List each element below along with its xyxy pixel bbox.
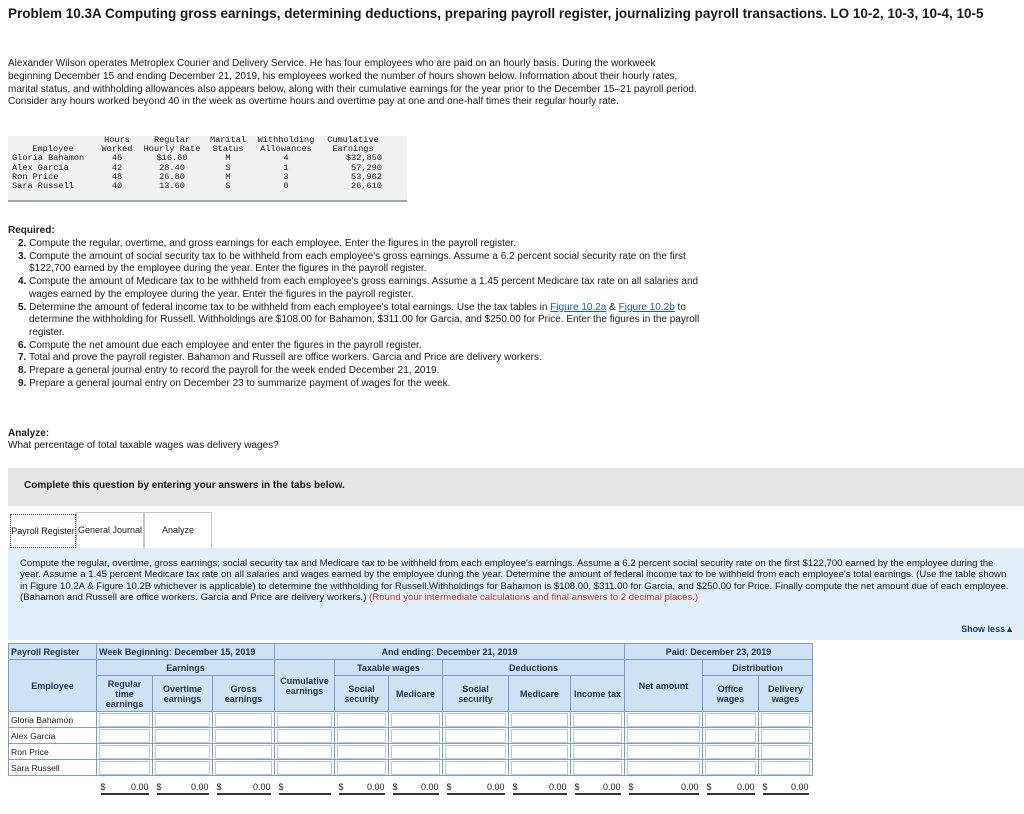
- total-office-wages: $ 0.00: [703, 776, 759, 802]
- register-row: [9, 728, 813, 744]
- required-item: 2. Compute the regular, overtime, and gross earnings for each employee. Enter the figures in the payroll register.: [18, 238, 517, 249]
- income-tax-input[interactable]: [573, 745, 622, 759]
- taxable-medicare-input[interactable]: [391, 761, 440, 775]
- col-deduction-social-security: Social security: [443, 676, 509, 712]
- register-row: [9, 744, 813, 760]
- employee-name: Sara Russell: [9, 760, 97, 776]
- paid-date: Paid: December 23, 2019: [625, 644, 813, 660]
- employee-name: Alex Garcia: [9, 728, 97, 744]
- col-employee: Employee: [9, 660, 97, 712]
- col-overtime-earnings: Overtime earnings: [153, 676, 213, 712]
- required-item: 6. Compute the net amount due each employee and enter the figures in the payroll register.: [18, 339, 422, 351]
- gross-earnings-input[interactable]: [215, 761, 272, 775]
- delivery-wages-input[interactable]: [761, 729, 810, 743]
- employee-table-header: Employee Hours Worked Regular Hourly Rate Marital Status Withholding Allowances Cumulative Earnings: [32, 135, 379, 155]
- tab-analyze[interactable]: Analyze: [144, 512, 212, 548]
- register-row: [9, 760, 813, 776]
- delivery-wages-input[interactable]: [761, 761, 810, 775]
- office-wages-input[interactable]: [705, 761, 756, 775]
- group-deductions: Deductions: [443, 660, 625, 676]
- required-item: 8. Prepare a general journal entry to record the payroll for the week ended December 21, 2019.: [18, 365, 440, 377]
- net-amount-input[interactable]: [627, 729, 700, 743]
- cumulative-earnings-input[interactable]: [277, 761, 332, 775]
- total-deduction-medicare: $ 0.00: [509, 776, 571, 802]
- register-row: [9, 712, 813, 728]
- gross-earnings-input[interactable]: [215, 713, 272, 727]
- income-tax-input[interactable]: [573, 713, 622, 727]
- col-office-wages: Office wages: [703, 676, 759, 712]
- analyze-question: What percentage of total taxable wages was delivery wages?: [8, 440, 279, 451]
- deduction-medicare-input[interactable]: [511, 761, 568, 775]
- cumulative-earnings-input[interactable]: [277, 713, 332, 727]
- col-taxable-medicare: Medicare: [389, 676, 443, 712]
- payroll-register-table: [8, 643, 813, 802]
- required-item: 5. Determine the amount of federal income tax to be withheld from each employee's total earnings. Use the tax tables in Figure 10.2a & Figure 10.2b to determine the withholding for Russell. Withholdings are $108.00 for Bahamon, $311.00 for Garcia, and $250.00 for Price. Enter the figures in the payroll register.: [18, 301, 700, 338]
- instructions-text: Compute the regular, overtime, gross earnings; social security tax and Medicare tax to be withheld from each employee's earnings. Assume a 6.2 percent social security rate on the first $122,700 earned by the employee during the year. Assume a 1.45 percent Medicare tax rate on all salaries and wages earned by the employee during the year. Determine the amount of federal income tax to be withheld from each employee's total earnings. (Use the table shown in Figure 10.2A & Figure 10.2B whichever is applicable) to determine the withholding for Russell.Withholdings for Bahamon is $108.00, $311.00 for Garcia, and $250.00 for Price. Finally compute the net amount due of each employee. (Bahamon and Russell are office workers. Garcia and Price are delivery workers.): [20, 558, 1009, 604]
- overtime-earnings-input[interactable]: [155, 761, 210, 775]
- deduction-medicare-input[interactable]: [511, 729, 568, 743]
- deduction-ss-input[interactable]: [445, 745, 506, 759]
- figure-10-2b-link[interactable]: Figure 10.2b: [618, 301, 675, 313]
- net-amount-input[interactable]: [627, 761, 700, 775]
- deduction-ss-input[interactable]: [445, 761, 506, 775]
- col-income-tax: Income tax: [571, 676, 625, 712]
- total-net-amount: $ 0.00: [625, 776, 703, 802]
- deduction-medicare-input[interactable]: [511, 745, 568, 759]
- taxable-ss-input[interactable]: [337, 761, 386, 775]
- regular-earnings-input[interactable]: [99, 729, 150, 743]
- income-tax-input[interactable]: [573, 729, 622, 743]
- deduction-ss-input[interactable]: [445, 713, 506, 727]
- deduction-ss-input[interactable]: [445, 729, 506, 743]
- total-overtime: $ 0.00: [153, 776, 213, 802]
- employee-table-row: Alex Garcia 42 28.40 S 1 57,290: [12, 162, 382, 173]
- employee-table-row: Ron Price 48 26.80 M 3 53,962: [12, 171, 382, 182]
- required-list: [18, 238, 718, 390]
- income-tax-input[interactable]: [573, 761, 622, 775]
- taxable-medicare-input[interactable]: [391, 713, 440, 727]
- employee-data-table: [8, 136, 407, 202]
- total-deduction-ss: $ 0.00: [443, 776, 509, 802]
- overtime-earnings-input[interactable]: [155, 729, 210, 743]
- total-taxable-ss: $ 0.00: [335, 776, 389, 802]
- col-deduction-medicare: Medicare: [509, 676, 571, 712]
- problem-intro: Alexander Wilson operates Metroplex Courier and Delivery Service. He has four employees who are paid on an hourly basis. During the workweek beginning December 15 and ending December 21, 2019, his employees worked the number of hours shown below. Information about their hourly rates, marital status, and withholding allowances also appears below, along with their cumulative earnings for the year prior to the December 15–21 payroll period. Consider any hours worked beyond 40 in the week as overtime hours and overtime pay at one and one-half times their regular hourly rate.: [8, 58, 697, 108]
- office-wages-input[interactable]: [705, 729, 756, 743]
- show-less-link[interactable]: Show less▲: [961, 624, 1014, 634]
- tab-general-journal[interactable]: General Journal: [76, 512, 144, 548]
- office-wages-input[interactable]: [705, 745, 756, 759]
- regular-earnings-input[interactable]: [99, 745, 150, 759]
- taxable-ss-input[interactable]: [337, 713, 386, 727]
- taxable-ss-input[interactable]: [337, 745, 386, 759]
- required-heading: Required:: [8, 225, 55, 236]
- group-earnings: Earnings: [97, 660, 275, 676]
- register-totals-row: [9, 776, 813, 802]
- required-item: 3. Compute the amount of social security tax to be withheld from each employee's gross earnings. Assume a 6.2 percent social security rate on the first $122,700 earned by the employee during the year. Enter the figures in the payroll register.: [18, 250, 686, 275]
- tab-payroll-register[interactable]: Payroll Register: [10, 514, 76, 548]
- group-taxable-wages: Taxable wages: [335, 660, 443, 676]
- col-net-amount: Net amount: [625, 660, 703, 712]
- required-item: 9. Prepare a general journal entry on December 23 to summarize payment of wages for the week.: [18, 377, 451, 389]
- overtime-earnings-input[interactable]: [155, 745, 210, 759]
- col-taxable-social-security: Social security: [335, 676, 389, 712]
- total-regular: $ 0.00: [97, 776, 153, 802]
- tab-instructions: [8, 548, 1024, 640]
- week-ending: And ending: December 21, 2019: [275, 644, 625, 660]
- group-distribution: Distribution: [703, 660, 813, 676]
- required-item: 4. Compute the amount of Medicare tax to be withheld from each employee's gross earnings. Assume a 1.45 percent Medicare tax rate on all salaries and wages earned by the employee during the year. Enter the figures in the payroll register.: [18, 276, 699, 300]
- register-title: Payroll Register: [9, 644, 97, 660]
- total-taxable-medicare: $ 0.00: [389, 776, 443, 802]
- rounding-note: (Round your intermediate calculations and final answers to 2 decimal places.): [369, 592, 699, 604]
- week-beginning: Week Beginning: December 15, 2019: [97, 644, 275, 660]
- office-wages-input[interactable]: [705, 713, 756, 727]
- col-regular-earnings: Regular time earnings: [97, 676, 153, 712]
- taxable-medicare-input[interactable]: [391, 745, 440, 759]
- problem-title: Problem 10.3A Computing gross earnings, determining deductions, preparing payroll register, journalizing payroll transactions. LO 10-2, 10-3, 10-4, 10-5: [8, 6, 984, 21]
- regular-earnings-input[interactable]: [99, 713, 150, 727]
- col-delivery-wages: Delivery wages: [759, 676, 813, 712]
- employee-name: Gloria Bahamon: [9, 712, 97, 728]
- net-amount-input[interactable]: [627, 713, 700, 727]
- total-cumulative: $: [275, 776, 335, 802]
- analyze-heading: Analyze:: [8, 428, 50, 439]
- net-amount-input[interactable]: [627, 745, 700, 759]
- delivery-wages-input[interactable]: [761, 745, 810, 759]
- total-income-tax: $ 0.00: [571, 776, 625, 802]
- col-cumulative-earnings: Cumulative earnings: [275, 660, 335, 712]
- employee-table-row: Gloria Bahamon 46 $16.60 M 4 $32,850: [12, 153, 382, 164]
- required-item: 7. Total and prove the payroll register. Bahamon and Russell are office workers. Garcia and Price are delivery workers.: [18, 352, 542, 364]
- overtime-earnings-input[interactable]: [155, 713, 210, 727]
- gross-earnings-input[interactable]: [215, 729, 272, 743]
- employee-name: Ron Price: [9, 744, 97, 760]
- col-gross-earnings: Gross earnings: [213, 676, 275, 712]
- taxable-ss-input[interactable]: [337, 729, 386, 743]
- gross-earnings-input[interactable]: [215, 745, 272, 759]
- delivery-wages-input[interactable]: [761, 713, 810, 727]
- answer-tabs: [8, 512, 212, 548]
- employee-table-row: Sara Russell 40 13.60 S 0 26,610: [12, 181, 382, 192]
- regular-earnings-input[interactable]: [99, 761, 150, 775]
- cumulative-earnings-input[interactable]: [277, 745, 332, 759]
- total-delivery-wages: $ 0.00: [759, 776, 813, 802]
- figure-10-2a-link[interactable]: Figure 10.2a: [550, 301, 607, 313]
- cumulative-earnings-input[interactable]: [277, 729, 332, 743]
- deduction-medicare-input[interactable]: [511, 713, 568, 727]
- total-gross: $ 0.00: [213, 776, 275, 802]
- taxable-medicare-input[interactable]: [391, 729, 440, 743]
- instructions-banner: Complete this question by entering your answers in the tabs below.: [8, 468, 1024, 506]
